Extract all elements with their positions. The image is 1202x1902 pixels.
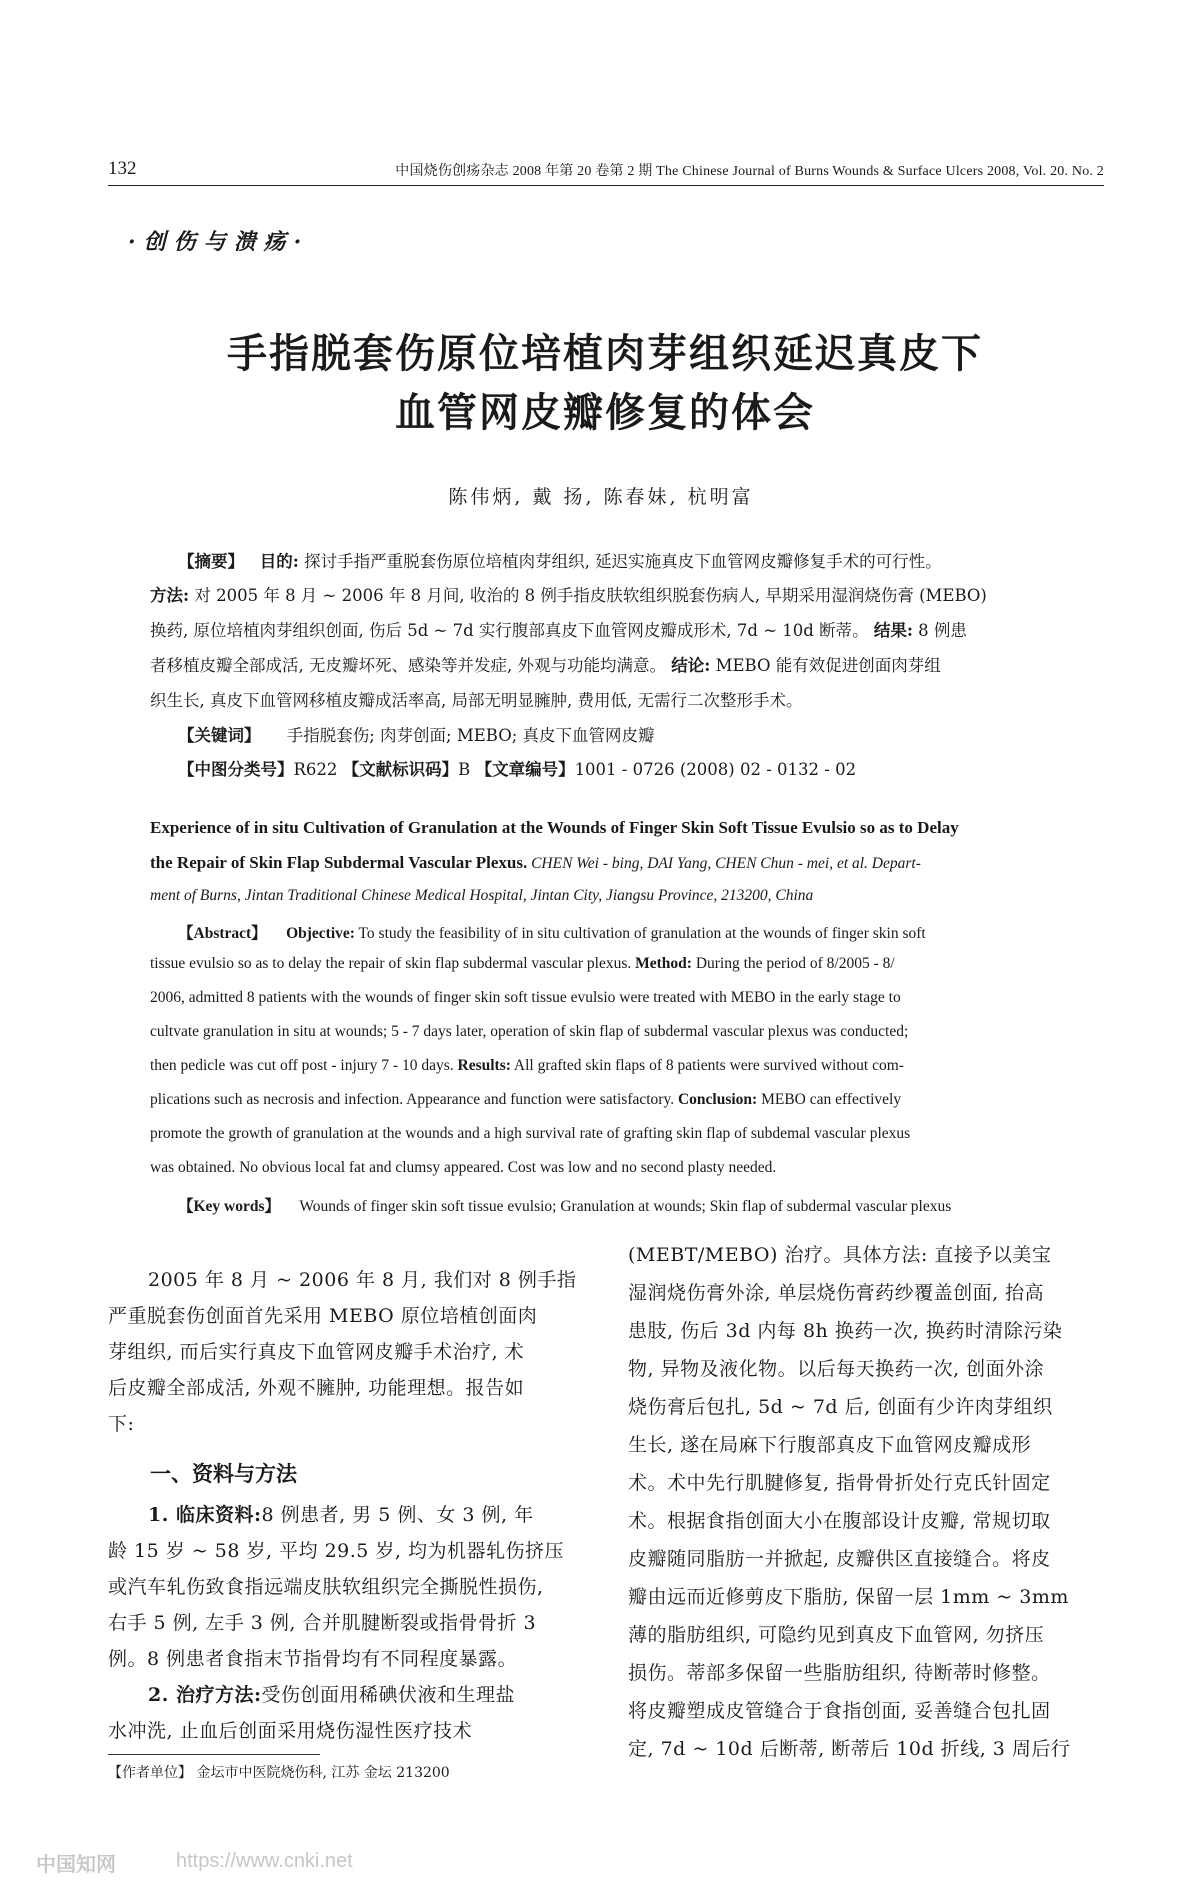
- en-abstract-text: To study the feasibility of in situ cultivation of granulation at the wounds of finger skin soft: [358, 925, 926, 942]
- document-code-value: B: [458, 760, 471, 779]
- classification-label: 【中图分类号】: [178, 760, 294, 779]
- body-paragraph-line: 术。根据食指创面大小在腹部设计皮瓣, 常规切取: [628, 1510, 1051, 1532]
- abstract-text: MEBO 能有效促进创面肉芽组: [715, 656, 941, 675]
- keywords-label: 【关键词】: [178, 726, 261, 745]
- cnki-watermark-brand: 中国知网: [36, 1852, 116, 1876]
- body-paragraph-line: (MEBT/MEBO) 治疗。具体方法: 直接予以美宝: [628, 1244, 1052, 1266]
- body-paragraph-line: 龄 15 岁 ~ 58 岁, 平均 29.5 岁, 均为机器轧伤挤压: [108, 1540, 565, 1562]
- abstract-text: 织生长, 真皮下血管网移植皮瓣成活率高, 局部无明显臃肿, 费用低, 无需行二次整形手术。: [150, 691, 803, 710]
- en-method-label: Method:: [635, 955, 692, 972]
- abstract-text: 8 例患: [918, 621, 967, 640]
- method-label: 方法:: [150, 586, 190, 605]
- document-code-label: 【文献标识码】: [342, 760, 459, 779]
- abstract-text: 对 2005 年 8 月 ~ 2006 年 8 月间, 收治的 8 例手指皮肤软组织脱套伤病人, 早期采用湿润烧伤膏 (MEBO): [194, 586, 987, 605]
- article-title-line-1: 手指脱套伤原位培植肉芽组织延迟真皮下: [227, 331, 983, 377]
- en-abstract-label: 【Abstract】: [178, 925, 267, 942]
- abstract-label: 【摘要】: [178, 552, 244, 571]
- body-paragraph-line: 患肢, 伤后 3d 内每 8h 换药一次, 换药时清除污染: [628, 1320, 1063, 1342]
- result-label: 结果:: [873, 621, 913, 640]
- body-paragraph-line: 皮瓣随同脂肪一并掀起, 皮瓣供区直接缝合。将皮: [628, 1548, 1051, 1570]
- body-paragraph-line: 后皮瓣全部成活, 外观不臃肿, 功能理想。报告如: [108, 1377, 525, 1399]
- body-text: 受伤创面用稀碘伏液和生理盐: [261, 1684, 515, 1706]
- body-paragraph-line: 右手 5 例, 左手 3 例, 合并肌腱断裂或指骨骨折 3: [108, 1612, 537, 1634]
- en-abstract-text: During the period of 8/2005 - 8/: [695, 955, 895, 972]
- abstract-text: 探讨手指严重脱套伤原位培植肉芽组织, 延迟实施真皮下血管网皮瓣修复手术的可行性。: [304, 552, 942, 571]
- body-paragraph-line: 物, 异物及液化物。以后每天换药一次, 创面外涂: [628, 1358, 1045, 1380]
- footnote-rule: [108, 1754, 320, 1755]
- clinical-data-label: 1. 临床资料:: [148, 1504, 262, 1526]
- article-number-label: 【文章编号】: [475, 760, 575, 779]
- treatment-line: [148, 1680, 515, 1707]
- body-paragraph-line: 瓣由远而近修剪皮下脂肪, 保留一层 1mm ~ 3mm: [628, 1586, 1069, 1608]
- body-paragraph-line: 生长, 遂在局麻下行腹部真皮下血管网皮瓣成形: [628, 1434, 1032, 1456]
- body-paragraph-line: 下:: [108, 1413, 135, 1435]
- treatment-label: 2. 治疗方法:: [148, 1684, 262, 1706]
- english-title-line-1: Experience of in situ Cultivation of Granulation at the Wounds of Finger Skin Soft Tissue Evulsio so as to Delay: [150, 818, 959, 837]
- classification-value: R622: [293, 760, 338, 779]
- en-objective-label: Objective:: [286, 925, 355, 942]
- en-abstract-text: was obtained. No obvious local fat and clumsy appeared. Cost was low and no second plasty needed.: [150, 1159, 777, 1176]
- body-paragraph-line: 芽组织, 而后实行真皮下血管网皮瓣手术治疗, 术: [108, 1341, 525, 1363]
- section-tag: ·创伤与溃疡·: [128, 229, 310, 255]
- body-paragraph-line: 2005 年 8 月 ~ 2006 年 8 月, 我们对 8 例手指: [148, 1269, 577, 1291]
- author-list: 陈伟炳, 戴 扬, 陈春妹, 杭明富: [448, 486, 754, 508]
- en-abstract-text: promote the growth of granulation at the wounds and a high survival rate of grafting skin flap of subdemal vascular plexus: [150, 1125, 911, 1142]
- conclusion-label: 结论:: [671, 656, 711, 675]
- body-paragraph-line: 或汽车轧伤致食指远端皮肤软组织完全撕脱性损伤,: [108, 1576, 544, 1598]
- body-paragraph-line: 定, 7d ~ 10d 后断蒂, 断蒂后 10d 折线, 3 周后行: [628, 1738, 1071, 1760]
- objective-label: 目的:: [259, 552, 299, 571]
- keywords-text: 手指脱套伤; 肉芽创面; MEBO; 真皮下血管网皮瓣: [286, 726, 655, 745]
- body-paragraph-line: 烧伤膏后包扎, 5d ~ 7d 后, 创面有少许肉芽组织: [628, 1396, 1053, 1418]
- en-conclusion-label: Conclusion:: [677, 1091, 758, 1108]
- en-keywords-text: Wounds of finger skin soft tissue evulsio; Granulation at wounds; Skin flap of subdermal vascular plexus: [299, 1198, 952, 1215]
- header-rule: [108, 185, 1104, 186]
- english-title-line-2: the Repair of Skin Flap Subdermal Vascular Plexus.: [150, 853, 528, 872]
- english-authors: CHEN Wei - bing, DAI Yang, CHEN Chun - mei, et al. Depart-: [531, 855, 921, 872]
- body-paragraph-line: 术。术中先行肌腱修复, 指骨骨折处行克氏针固定: [628, 1472, 1051, 1494]
- author-affiliation-footnote: 【作者单位】 金坛市中医院烧伤科, 江苏 金坛 213200: [108, 1765, 450, 1781]
- en-abstract-text: plications such as necrosis and infection. Appearance and function were satisfactory.: [150, 1091, 675, 1108]
- running-header: [108, 158, 1104, 184]
- body-paragraph-line: 水冲洗, 止血后创面采用烧伤湿性医疗技术: [108, 1720, 473, 1742]
- body-paragraph-line: 严重脱套伤创面首先采用 MEBO 原位培植创面肉: [108, 1305, 538, 1327]
- article-number-value: 1001 - 0726 (2008) 02 - 0132 - 02: [574, 760, 857, 779]
- en-abstract-text: then pedicle was cut off post - injury 7 - 10 days.: [150, 1057, 454, 1074]
- article-title-line-2: 血管网皮瓣修复的体会: [395, 390, 815, 436]
- body-paragraph-line: 将皮瓣塑成皮管缝合于食指创面, 妥善缝合包扎固: [628, 1700, 1051, 1722]
- body-paragraph-line: 例。8 例患者食指末节指骨均有不同程度暴露。: [108, 1648, 518, 1670]
- cnki-watermark-url[interactable]: https://www.cnki.net: [176, 1850, 353, 1872]
- body-paragraph-line: 湿润烧伤膏外涂, 单层烧伤膏药纱覆盖创面, 抬高: [628, 1282, 1045, 1304]
- en-abstract-text: cultvate granulation in situ at wounds; 5 - 7 days later, operation of skin flap of subdermal vascular plexus was conducted;: [150, 1023, 909, 1040]
- abstract-text: 者移植皮瓣全部成活, 无皮瓣坏死、感染等并发症, 外观与功能均满意。: [150, 656, 666, 675]
- en-results-label: Results:: [457, 1057, 511, 1074]
- en-abstract-text: All grafted skin flaps of 8 patients were survived without com-: [513, 1057, 904, 1074]
- body-text: 8 例患者, 男 5 例、女 3 例, 年: [261, 1504, 534, 1526]
- body-paragraph-line: 损伤。蒂部多保留一些脂肪组织, 待断蒂时修整。: [628, 1662, 1051, 1684]
- page-number: 132: [108, 158, 137, 179]
- en-abstract-text: MEBO can effectively: [761, 1091, 902, 1108]
- section-heading: 一、资料与方法: [150, 1462, 297, 1486]
- body-paragraph-line: 薄的脂肪组织, 可隐约见到真皮下血管网, 勿挤压: [628, 1624, 1045, 1646]
- journal-running-title: 中国烧伤创疡杂志 2008 年第 20 卷第 2 期 The Chinese Journal of Burns Wounds & Surface Ulcers 2008, Vol. 20. No. 2: [395, 164, 1104, 179]
- en-abstract-text: tissue evulsio so as to delay the repair of skin flap subdermal vascular plexus.: [150, 955, 632, 972]
- en-abstract-text: 2006, admitted 8 patients with the wounds of finger skin soft tissue evulsio were treated with MEBO in the early stage to: [150, 989, 901, 1006]
- english-affiliation: ment of Burns, Jintan Traditional Chinese Medical Hospital, Jintan City, Jiangsu Province, 213200, China: [150, 887, 814, 904]
- en-keywords-label: 【Key words】: [178, 1198, 281, 1215]
- abstract-text: 换药, 原位培植肉芽组织创面, 伤后 5d ~ 7d 实行腹部真皮下血管网皮瓣成形术, 7d ~ 10d 断蒂。: [150, 621, 869, 640]
